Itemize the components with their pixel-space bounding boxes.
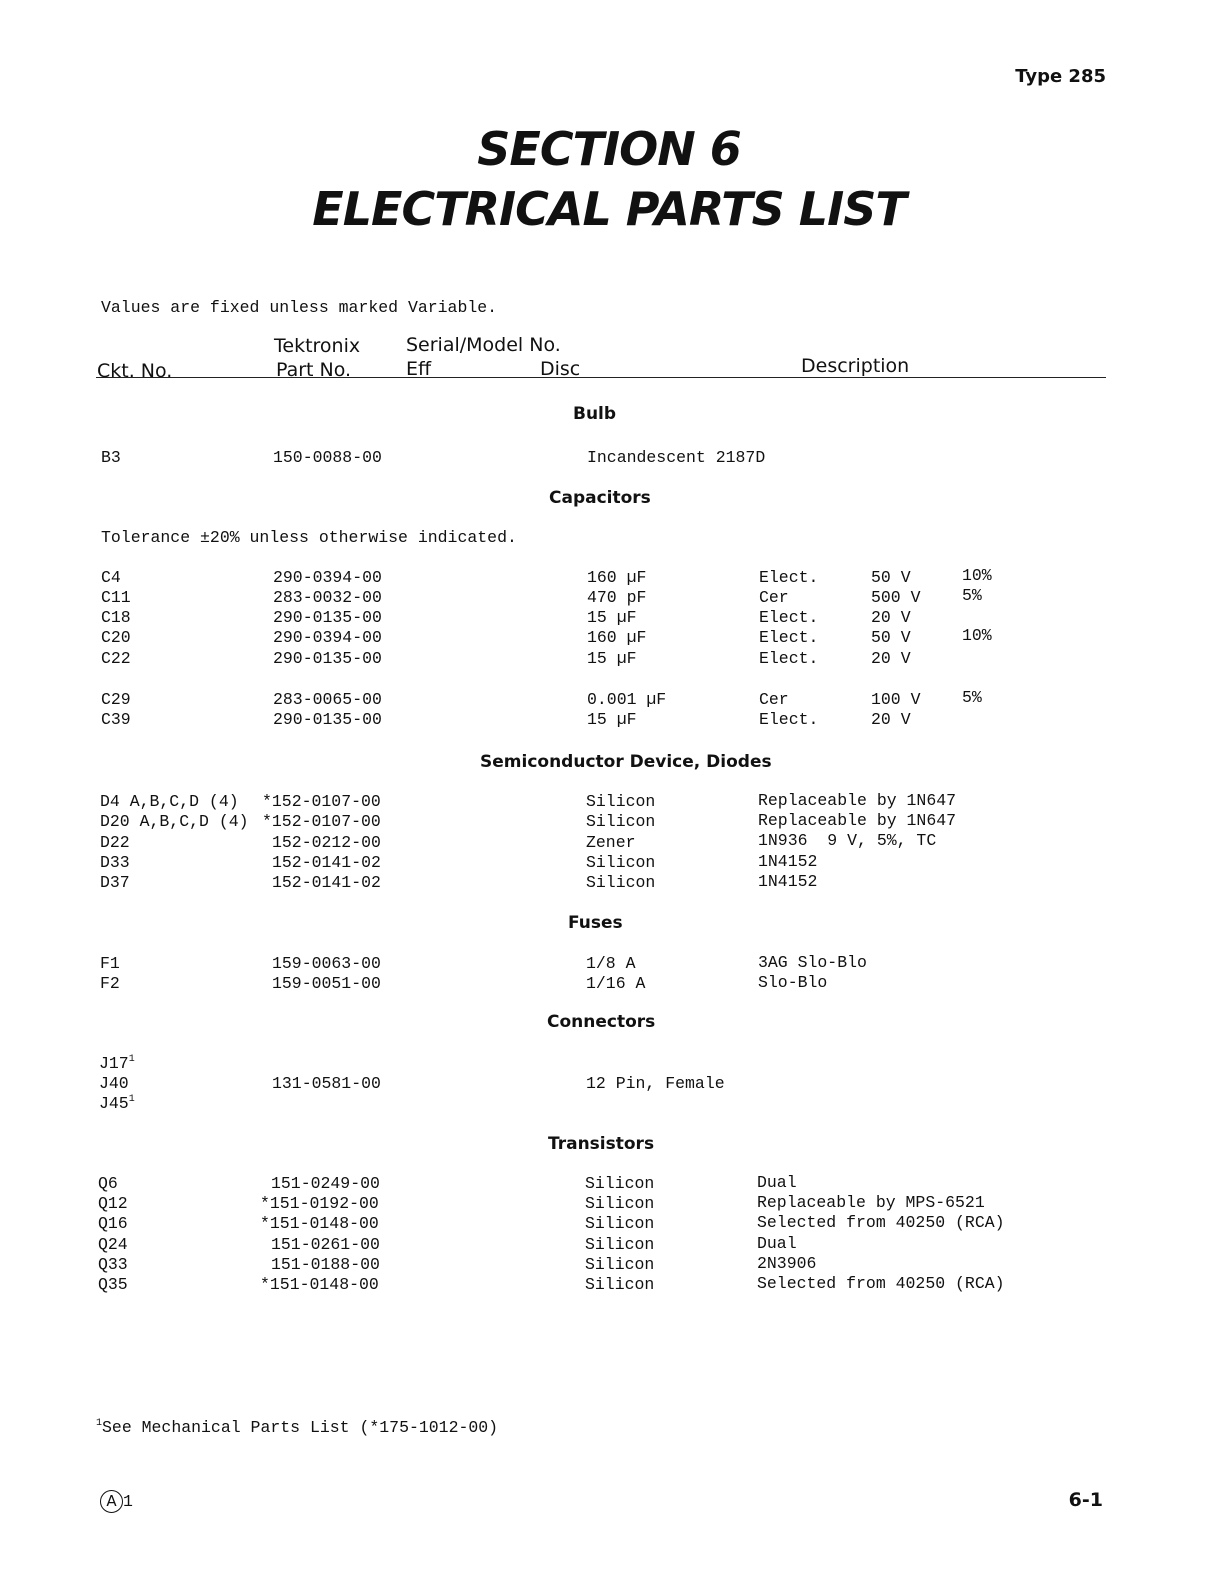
ckt-no: C39: [101, 710, 131, 729]
part-no: 290-0394-00: [273, 628, 382, 647]
col-disc: Disc: [540, 358, 581, 380]
ckt-no: Q24: [98, 1235, 128, 1254]
type: Silicon: [585, 1235, 655, 1254]
section-heading-connectors: Connectors: [547, 1012, 656, 1032]
ckt-no: C29: [101, 690, 131, 709]
ckt-no: D22: [100, 833, 130, 852]
part-no: *151-0192-00: [260, 1194, 379, 1213]
type: Zener: [586, 833, 636, 852]
value: 160 µF: [587, 568, 647, 587]
document-title: ELECTRICAL PARTS LIST: [312, 182, 906, 236]
type: Silicon: [586, 812, 656, 831]
value: 1/16 A: [586, 974, 646, 993]
part-no: *151-0148-00: [260, 1214, 379, 1233]
section-heading-diodes: Semiconductor Device, Diodes: [480, 752, 772, 772]
description: Replaceable by MPS-6521: [757, 1193, 985, 1212]
description: 1N4152: [758, 872, 818, 891]
type: Elect.: [759, 710, 819, 729]
description: Slo-Blo: [758, 973, 828, 992]
voltage: 100 V: [871, 690, 921, 709]
part-no: 159-0051-00: [272, 974, 381, 993]
tolerance: 10%: [962, 566, 992, 585]
ckt-no: C22: [101, 649, 131, 668]
part-no: 290-0394-00: [273, 568, 382, 587]
col-serial-model: Serial/Model No.: [406, 334, 561, 356]
type: Silicon: [585, 1174, 655, 1193]
part-no: *152-0107-00: [262, 792, 381, 811]
footnote: [96, 1418, 498, 1437]
page-number: 6-1: [1068, 1489, 1103, 1511]
ckt-no: C4: [101, 568, 121, 587]
type: Cer: [759, 588, 789, 607]
ckt-no: D4 A,B,C,D (4): [100, 792, 239, 811]
col-part-no: Part No.: [276, 359, 352, 381]
description: Dual: [757, 1234, 797, 1253]
footnote-ref: 1: [128, 1054, 135, 1065]
part-no: 151-0249-00: [271, 1174, 380, 1193]
value: 1/8 A: [586, 954, 636, 973]
description: Selected from 40250 (RCA): [757, 1274, 1005, 1293]
col-tektronix: Tektronix: [274, 335, 361, 357]
ckt-no: D33: [100, 853, 130, 872]
part-no: 159-0063-00: [272, 954, 381, 973]
type: Silicon: [586, 873, 656, 892]
description: 1N4152: [758, 852, 818, 871]
footnote-mark: 1: [96, 1418, 103, 1429]
type: Silicon: [585, 1275, 655, 1294]
description: Incandescent 2187D: [587, 448, 766, 467]
type: Silicon: [585, 1214, 655, 1233]
description: 1N936 9 V, 5%, TC: [758, 831, 937, 850]
voltage: 20 V: [871, 608, 911, 627]
ckt-no: J40: [99, 1074, 129, 1093]
part-no: 151-0261-00: [271, 1235, 380, 1254]
tolerance: 5%: [962, 688, 982, 707]
part-no: 290-0135-00: [273, 649, 382, 668]
type: Silicon: [585, 1255, 655, 1274]
voltage: 20 V: [871, 710, 911, 729]
header-rule: [96, 377, 1106, 378]
type: Silicon: [586, 792, 656, 811]
tolerance-note: Tolerance ±20% unless otherwise indicated.: [101, 528, 517, 547]
ckt-no: Q33: [98, 1255, 128, 1274]
revision-letter-badge: A: [100, 1490, 123, 1513]
description: Selected from 40250 (RCA): [757, 1213, 1005, 1232]
description: Replaceable by 1N647: [758, 791, 957, 810]
part-no: *151-0148-00: [260, 1275, 379, 1294]
part-no: *152-0107-00: [262, 812, 381, 831]
description: 12 Pin, Female: [586, 1074, 725, 1093]
revision-mark: [100, 1490, 133, 1513]
part-no: 283-0065-00: [273, 690, 382, 709]
voltage: 50 V: [871, 628, 911, 647]
ckt-no: B3: [101, 448, 121, 467]
description: Dual: [757, 1173, 797, 1192]
footnote-text: See Mechanical Parts List (*175-1012-00): [102, 1418, 499, 1437]
ckt-no: F2: [100, 974, 120, 993]
col-description: Description: [801, 355, 910, 377]
type: Elect.: [759, 568, 819, 587]
type: Elect.: [759, 608, 819, 627]
description: 2N3906: [757, 1254, 817, 1273]
type: Elect.: [759, 649, 819, 668]
col-eff: Eff: [406, 358, 432, 380]
col-ckt-no: Ckt. No.: [97, 360, 173, 382]
ckt-no: C11: [101, 588, 131, 607]
voltage: 50 V: [871, 568, 911, 587]
value: 470 pF: [587, 588, 647, 607]
part-no: 290-0135-00: [273, 710, 382, 729]
section-heading-capacitors: Capacitors: [549, 488, 651, 508]
tolerance: 5%: [962, 586, 982, 605]
value: 15 µF: [587, 710, 637, 729]
document-model: Type 285: [1015, 66, 1106, 87]
ckt-no: Q16: [98, 1214, 128, 1233]
ckt-no: Q6: [98, 1174, 118, 1193]
value: 15 µF: [587, 608, 637, 627]
ckt-no: C20: [101, 628, 131, 647]
part-no: 283-0032-00: [273, 588, 382, 607]
part-no: 152-0141-02: [272, 873, 381, 892]
voltage: 500 V: [871, 588, 921, 607]
ckt-no: $J17^1$: [99, 1054, 135, 1073]
description: Replaceable by 1N647: [758, 811, 957, 830]
part-no: 152-0141-02: [272, 853, 381, 872]
type: Elect.: [759, 628, 819, 647]
tolerance: 10%: [962, 626, 992, 645]
part-no: 290-0135-00: [273, 608, 382, 627]
footnote-ref: 1: [128, 1094, 135, 1105]
ckt-no: Q12: [98, 1194, 128, 1213]
value: 160 µF: [587, 628, 647, 647]
ckt-no: Q35: [98, 1275, 128, 1294]
value: 0.001 µF: [587, 690, 667, 709]
part-no: 150-0088-00: [273, 448, 382, 467]
section-heading-fuses: Fuses: [568, 913, 623, 933]
ckt-no: D37: [100, 873, 130, 892]
intro-note: Values are fixed unless marked Variable.: [101, 298, 498, 317]
ckt-no: D20 A,B,C,D (4): [100, 812, 249, 831]
section-title: SECTION 6: [477, 122, 741, 176]
part-no: 131-0581-00: [272, 1074, 381, 1093]
value: 15 µF: [587, 649, 637, 668]
ckt-no: $J45^1$: [99, 1094, 135, 1113]
voltage: 20 V: [871, 649, 911, 668]
type: Cer: [759, 690, 789, 709]
description: 3AG Slo-Blo: [758, 953, 867, 972]
section-heading-transistors: Transistors: [548, 1134, 655, 1154]
section-heading-bulb: Bulb: [573, 404, 617, 424]
part-no: 152-0212-00: [272, 833, 381, 852]
ckt-no: F1: [100, 954, 120, 973]
type: Silicon: [586, 853, 656, 872]
revision-number: 1: [123, 1492, 133, 1511]
part-no: 151-0188-00: [271, 1255, 380, 1274]
ckt-no: C18: [101, 608, 131, 627]
type: Silicon: [585, 1194, 655, 1213]
